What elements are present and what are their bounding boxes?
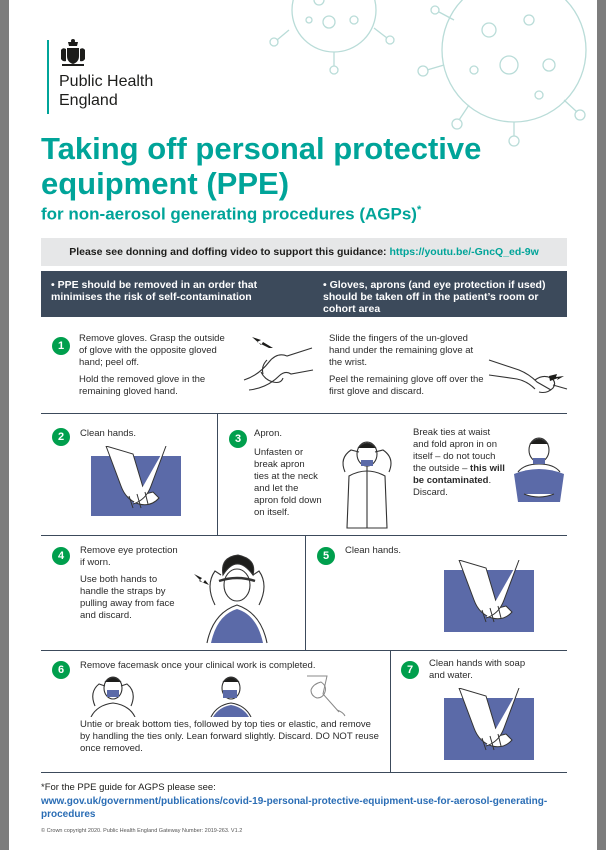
subtitle-footnote-mark: *	[416, 204, 422, 216]
glove-removal-illustration-2	[487, 340, 572, 400]
facemask-removal-illustration-2	[199, 672, 264, 717]
step-4-text	[80, 545, 180, 627]
step-1-instruction-d: Peel the remaining glove off over the first glove and discard.	[329, 374, 484, 397]
divider	[305, 535, 306, 650]
clean-hands-illustration-2	[434, 560, 544, 640]
clean-hands-illustration-1	[81, 446, 191, 524]
principle-2: • Gloves, aprons (and eye protection if used) should be taken off in the patient’s room or cohort area	[323, 279, 546, 315]
page-subtitle	[41, 204, 421, 225]
org-name: Public Health England	[59, 73, 154, 109]
step-number-5: 5	[317, 547, 335, 565]
facemask-removal-illustration-1	[81, 672, 146, 717]
step-4-instruction-a: Remove eye protection if worn.	[80, 545, 178, 568]
step-3-instruction-b-end: . Discard.	[413, 475, 492, 498]
step-number-4: 4	[52, 547, 70, 565]
subtitle-text: for non-aerosol generating procedures (AGPs)	[41, 204, 417, 224]
copyright: © Crown copyright 2020. Public Health England Gateway Number: 2019-263. V1.2	[41, 828, 243, 834]
virus-graphic-small	[259, 0, 409, 90]
clean-hands-illustration-3	[434, 688, 544, 768]
step-6-instruction-a: Remove facemask once your clinical work is completed.	[80, 660, 316, 671]
step-1-instruction-b: Hold the removed glove in the remaining gloved hand.	[79, 374, 206, 397]
step-6-instruction-b: Untie or break bottom ties, followed by top ties or elastic, and remove by handling the ties only. Lean forward slightly. Discard. DO NOT reuse once removed.	[80, 719, 379, 754]
divider	[41, 413, 567, 414]
step-number-6: 6	[52, 661, 70, 679]
video-banner	[41, 238, 567, 266]
logo-bar	[47, 40, 49, 114]
divider	[390, 650, 391, 772]
step-3-instruction-b	[413, 427, 505, 499]
eye-protection-removal-illustration	[189, 545, 289, 645]
glove-removal-illustration-1	[239, 330, 319, 400]
divider	[41, 772, 567, 773]
step-3-instruction-b-text: Break ties at waist and fold apron in on itself – do not touch the outside –	[413, 427, 497, 474]
video-link[interactable]: https://youtu.be/-GncQ_ed-9w	[389, 246, 539, 258]
page-title: Taking off personal protective equipment (PPE)	[41, 131, 482, 201]
step-number-1: 1	[52, 337, 70, 355]
principles-banner	[41, 271, 567, 317]
apron-removal-illustration-1	[327, 432, 407, 530]
poster-page	[9, 0, 597, 850]
step-2-text: Clean hands.	[80, 428, 136, 439]
step-1-instruction-a: Remove gloves. Grasp the outside of glove with the opposite gloved hand; peel off.	[79, 333, 225, 368]
step-7-text: Clean hands with soap and water.	[429, 658, 526, 681]
step-4-instruction-b: Use both hands to handle the straps by pulling away from face and discard.	[80, 574, 175, 621]
step-number-7: 7	[401, 661, 419, 679]
step-1-text-right	[329, 333, 489, 403]
step-1-instruction-c: Slide the fingers of the un-gloved hand under the remaining glove at the wrist.	[329, 333, 474, 368]
facemask-removal-illustration-3	[297, 672, 357, 717]
agp-guide-link[interactable]: www.gov.uk/government/publications/covid-19-personal-protective-equipment-use-for-aerosol-generating-procedures	[41, 796, 548, 820]
divider	[41, 650, 567, 651]
step-3-instruction-a: Unfasten or break apron ties at the neck and let the apron fold down on itself.	[254, 447, 322, 518]
footnote: *For the PPE guide for AGPS please see:	[41, 782, 216, 793]
virus-graphic-large	[399, 0, 597, 150]
apron-removal-illustration-2	[504, 432, 574, 517]
step-5-text: Clean hands.	[345, 545, 401, 556]
step-number-3: 3	[229, 430, 247, 448]
step-1-text-left	[79, 333, 229, 403]
royal-crest-icon	[59, 38, 87, 68]
step-3-label: Apron.	[254, 428, 282, 439]
principle-1: • PPE should be removed in an order that minimises the risk of self-contamination	[51, 279, 258, 303]
divider	[217, 413, 218, 535]
divider	[41, 535, 567, 536]
step-3-instruction-b-bold: this will be contaminated	[413, 463, 505, 486]
step-number-2: 2	[52, 428, 70, 446]
video-text: Please see donning and doffing video to support this guidance:	[69, 246, 390, 258]
